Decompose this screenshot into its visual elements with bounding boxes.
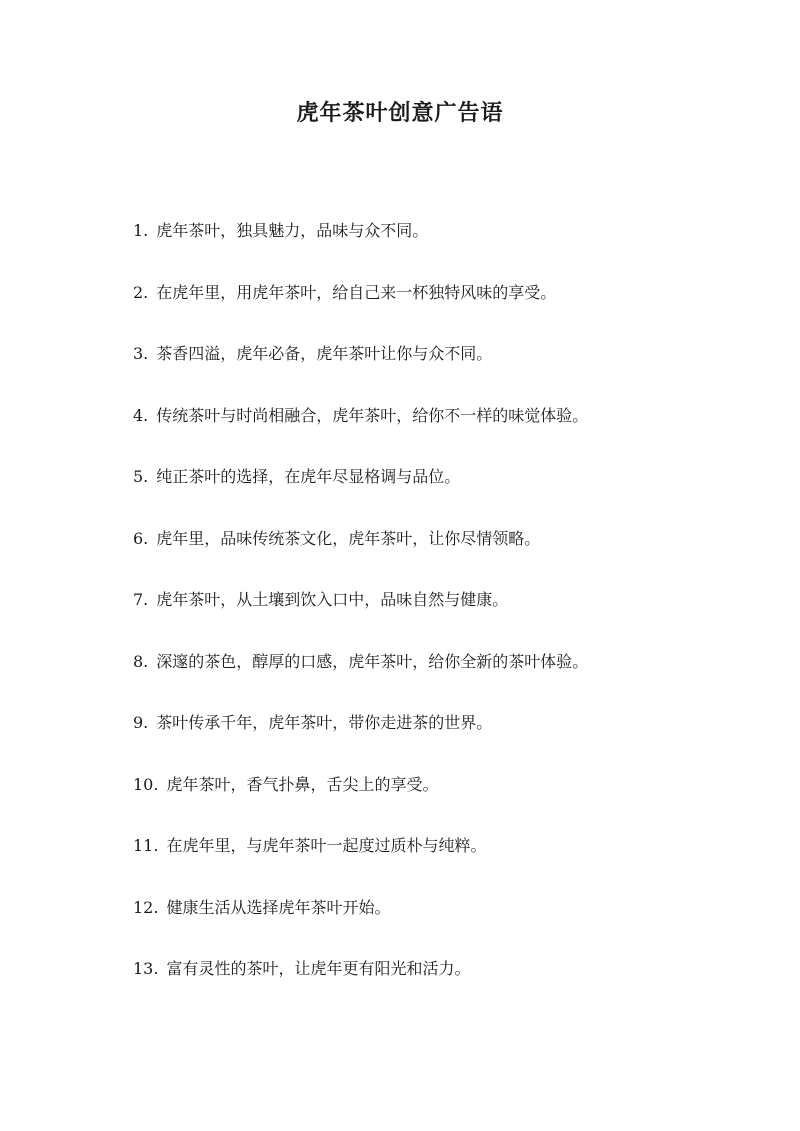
item-text: 虎年茶叶，香气扑鼻，舌尖上的享受。: [166, 774, 439, 794]
item-number: 8.: [133, 651, 149, 671]
item-text: 茶叶传承千年，虎年茶叶，带你走进茶的世界。: [156, 713, 493, 732]
item-text: 虎年里，品味传统茶文化，虎年茶叶，让你尽情领略。: [156, 528, 541, 548]
page-title: 虎年茶叶创意广告语: [296, 100, 504, 126]
item-text: 传统茶叶与时尚相融合，虎年茶叶，给你不一样的味觉体验。: [156, 405, 589, 425]
item-number: 1.: [133, 221, 149, 240]
item-text: 在虎年里，与虎年茶叶一起度过质朴与纯粹。: [166, 836, 487, 855]
list-item: [133, 524, 588, 586]
list-item: [133, 401, 588, 463]
item-number: 13.: [133, 959, 159, 978]
item-number: 9.: [133, 713, 149, 732]
list-item: [133, 647, 588, 709]
item-number: 12.: [133, 897, 159, 917]
list-item: [133, 831, 588, 893]
list-item: [133, 770, 588, 832]
list-item: [133, 893, 588, 955]
list-item: [133, 339, 588, 401]
list-item: [133, 216, 588, 278]
item-text: 富有灵性的茶叶，让虎年更有阳光和活力。: [166, 959, 471, 978]
item-text: 在虎年里，用虎年茶叶，给自己来一杯独特风味的享受。: [156, 282, 557, 302]
item-number: 5.: [133, 467, 149, 486]
item-text: 虎年茶叶，从土壤到饮入口中，品味自然与健康。: [156, 590, 509, 609]
list-item: [133, 708, 588, 770]
item-text: 纯正茶叶的选择，在虎年尽显格调与品位。: [156, 467, 461, 486]
item-number: 4.: [133, 405, 149, 425]
item-text: 虎年茶叶，独具魅力，品味与众不同。: [156, 221, 429, 240]
item-text: 深邃的茶色，醇厚的口感，虎年茶叶，给你全新的茶叶体验。: [156, 651, 589, 671]
item-number: 7.: [133, 590, 149, 609]
list-item: [133, 585, 588, 647]
item-number: 10.: [133, 774, 159, 794]
item-number: 3.: [133, 344, 149, 363]
item-text: 健康生活从选择虎年茶叶开始。: [166, 897, 391, 917]
list-item: [133, 462, 588, 524]
item-number: 6.: [133, 528, 149, 548]
list-item: [133, 278, 588, 340]
slogan-list: [133, 216, 588, 1016]
item-number: 2.: [133, 282, 149, 302]
list-item: [133, 954, 588, 1016]
item-number: 11.: [133, 836, 159, 855]
item-text: 茶香四溢，虎年必备，虎年茶叶让你与众不同。: [156, 344, 493, 363]
